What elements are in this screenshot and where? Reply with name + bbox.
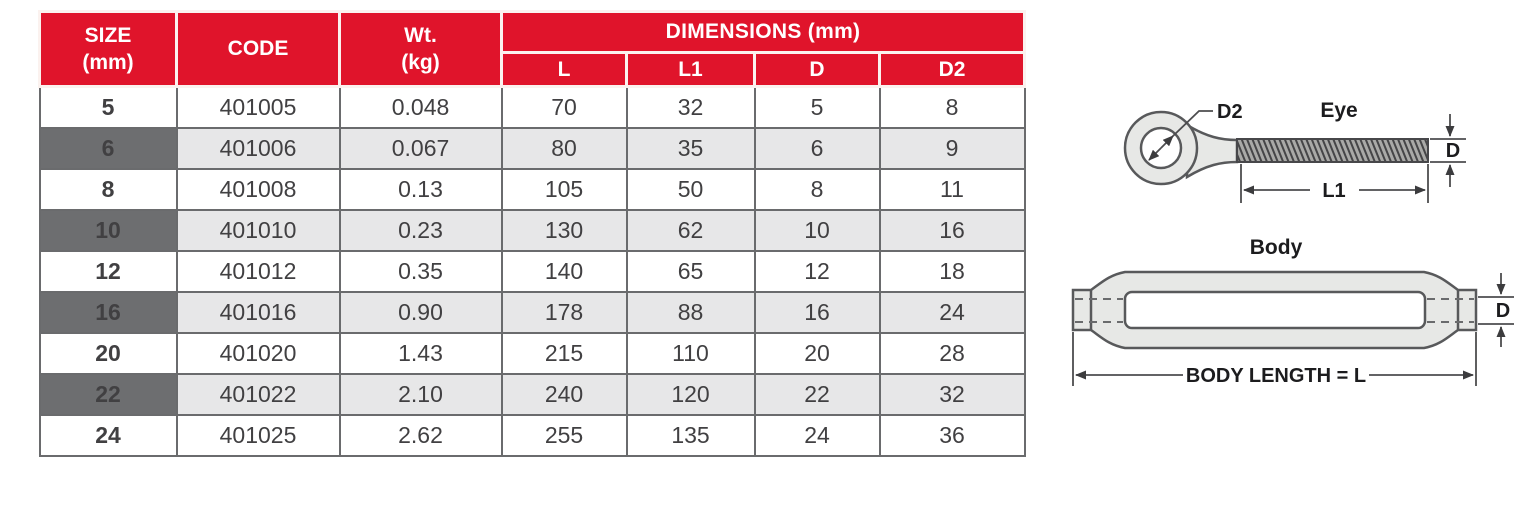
- cell-size: 16: [40, 292, 177, 333]
- cell-d: 16: [755, 292, 880, 333]
- cell-l1: 35: [627, 128, 755, 169]
- cell-size: 24: [40, 415, 177, 456]
- cell-size: 10: [40, 210, 177, 251]
- table-row: [40, 128, 1025, 169]
- cell-size: 20: [40, 333, 177, 374]
- cell-wt: 0.90: [340, 292, 502, 333]
- size-header: [40, 12, 177, 87]
- cell-l: 240: [502, 374, 627, 415]
- weight-header: [340, 12, 502, 87]
- cell-d: 8: [755, 169, 880, 210]
- l1-label: L1: [1322, 180, 1346, 202]
- cell-code: 401008: [177, 169, 340, 210]
- cell-d: 6: [755, 128, 880, 169]
- diagrams-panel: [1063, 10, 1540, 457]
- cell-code: 401022: [177, 374, 340, 415]
- table-row: [40, 251, 1025, 292]
- cell-wt: 0.048: [340, 87, 502, 129]
- body-title: Body: [1249, 236, 1303, 259]
- cell-d2: 9: [880, 128, 1025, 169]
- table-row: [40, 415, 1025, 456]
- cell-l: 130: [502, 210, 627, 251]
- cell-size: 8: [40, 169, 177, 210]
- cell-l: 215: [502, 333, 627, 374]
- table-row: [40, 374, 1025, 415]
- eye-threaded-rod: [1237, 139, 1428, 162]
- cell-d2: 8: [880, 87, 1025, 129]
- cell-code: 401006: [177, 128, 340, 169]
- cell-l: 255: [502, 415, 627, 456]
- weight-header-line2: (kg): [401, 51, 440, 74]
- d-label-eye: D: [1445, 140, 1461, 162]
- cell-d: 24: [755, 415, 880, 456]
- cell-code: 401012: [177, 251, 340, 292]
- col-header-l1: L1: [627, 53, 755, 87]
- cell-d2: 28: [880, 333, 1025, 374]
- d2-label: D2: [1217, 101, 1243, 123]
- table-row: [40, 210, 1025, 251]
- cell-wt: 0.067: [340, 128, 502, 169]
- cell-d: 20: [755, 333, 880, 374]
- cell-l1: 110: [627, 333, 755, 374]
- cell-l: 178: [502, 292, 627, 333]
- cell-l1: 62: [627, 210, 755, 251]
- size-header-line1: SIZE: [84, 23, 132, 47]
- body-slot: [1125, 292, 1425, 328]
- cell-l: 140: [502, 251, 627, 292]
- cell-d: 22: [755, 374, 880, 415]
- cell-d: 12: [755, 251, 880, 292]
- cell-size: 22: [40, 374, 177, 415]
- eye-title: Eye: [1320, 99, 1358, 122]
- cell-d2: 18: [880, 251, 1025, 292]
- body-length-label: BODY LENGTH = L: [1185, 365, 1367, 387]
- cell-wt: 1.43: [340, 333, 502, 374]
- cell-l1: 120: [627, 374, 755, 415]
- cell-l1: 88: [627, 292, 755, 333]
- cell-l1: 32: [627, 87, 755, 129]
- cell-size: 5: [40, 87, 177, 129]
- cell-code: 401025: [177, 415, 340, 456]
- eye-diagram: [1103, 83, 1533, 218]
- cell-code: 401020: [177, 333, 340, 374]
- cell-wt: 0.13: [340, 169, 502, 210]
- body-diagram: [1063, 232, 1533, 397]
- cell-l: 105: [502, 169, 627, 210]
- cell-wt: 2.10: [340, 374, 502, 415]
- spec-table: [38, 10, 1026, 457]
- table-row: [40, 87, 1025, 129]
- cell-size: 6: [40, 128, 177, 169]
- cell-l1: 135: [627, 415, 755, 456]
- col-header-d: D: [755, 53, 880, 87]
- col-header-l: L: [502, 53, 627, 87]
- table-row: [40, 169, 1025, 210]
- cell-wt: 2.62: [340, 415, 502, 456]
- cell-l: 80: [502, 128, 627, 169]
- cell-wt: 0.23: [340, 210, 502, 251]
- col-header-d2: D2: [880, 53, 1025, 87]
- cell-d2: 24: [880, 292, 1025, 333]
- size-header-line2: (mm): [82, 51, 134, 74]
- table-row: [40, 292, 1025, 333]
- cell-l1: 50: [627, 169, 755, 210]
- cell-code: 401005: [177, 87, 340, 129]
- cell-l1: 65: [627, 251, 755, 292]
- d-label-body: D: [1495, 300, 1511, 322]
- cell-wt: 0.35: [340, 251, 502, 292]
- cell-d: 10: [755, 210, 880, 251]
- weight-header-line1: Wt.: [404, 23, 437, 47]
- cell-size: 12: [40, 251, 177, 292]
- cell-l: 70: [502, 87, 627, 129]
- code-header: CODE: [177, 12, 340, 87]
- cell-d2: 32: [880, 374, 1025, 415]
- cell-d2: 16: [880, 210, 1025, 251]
- cell-d2: 11: [880, 169, 1025, 210]
- dimensions-header: DIMENSIONS (mm): [502, 12, 1025, 53]
- cell-code: 401016: [177, 292, 340, 333]
- cell-code: 401010: [177, 210, 340, 251]
- cell-d2: 36: [880, 415, 1025, 456]
- cell-d: 5: [755, 87, 880, 129]
- table-row: [40, 333, 1025, 374]
